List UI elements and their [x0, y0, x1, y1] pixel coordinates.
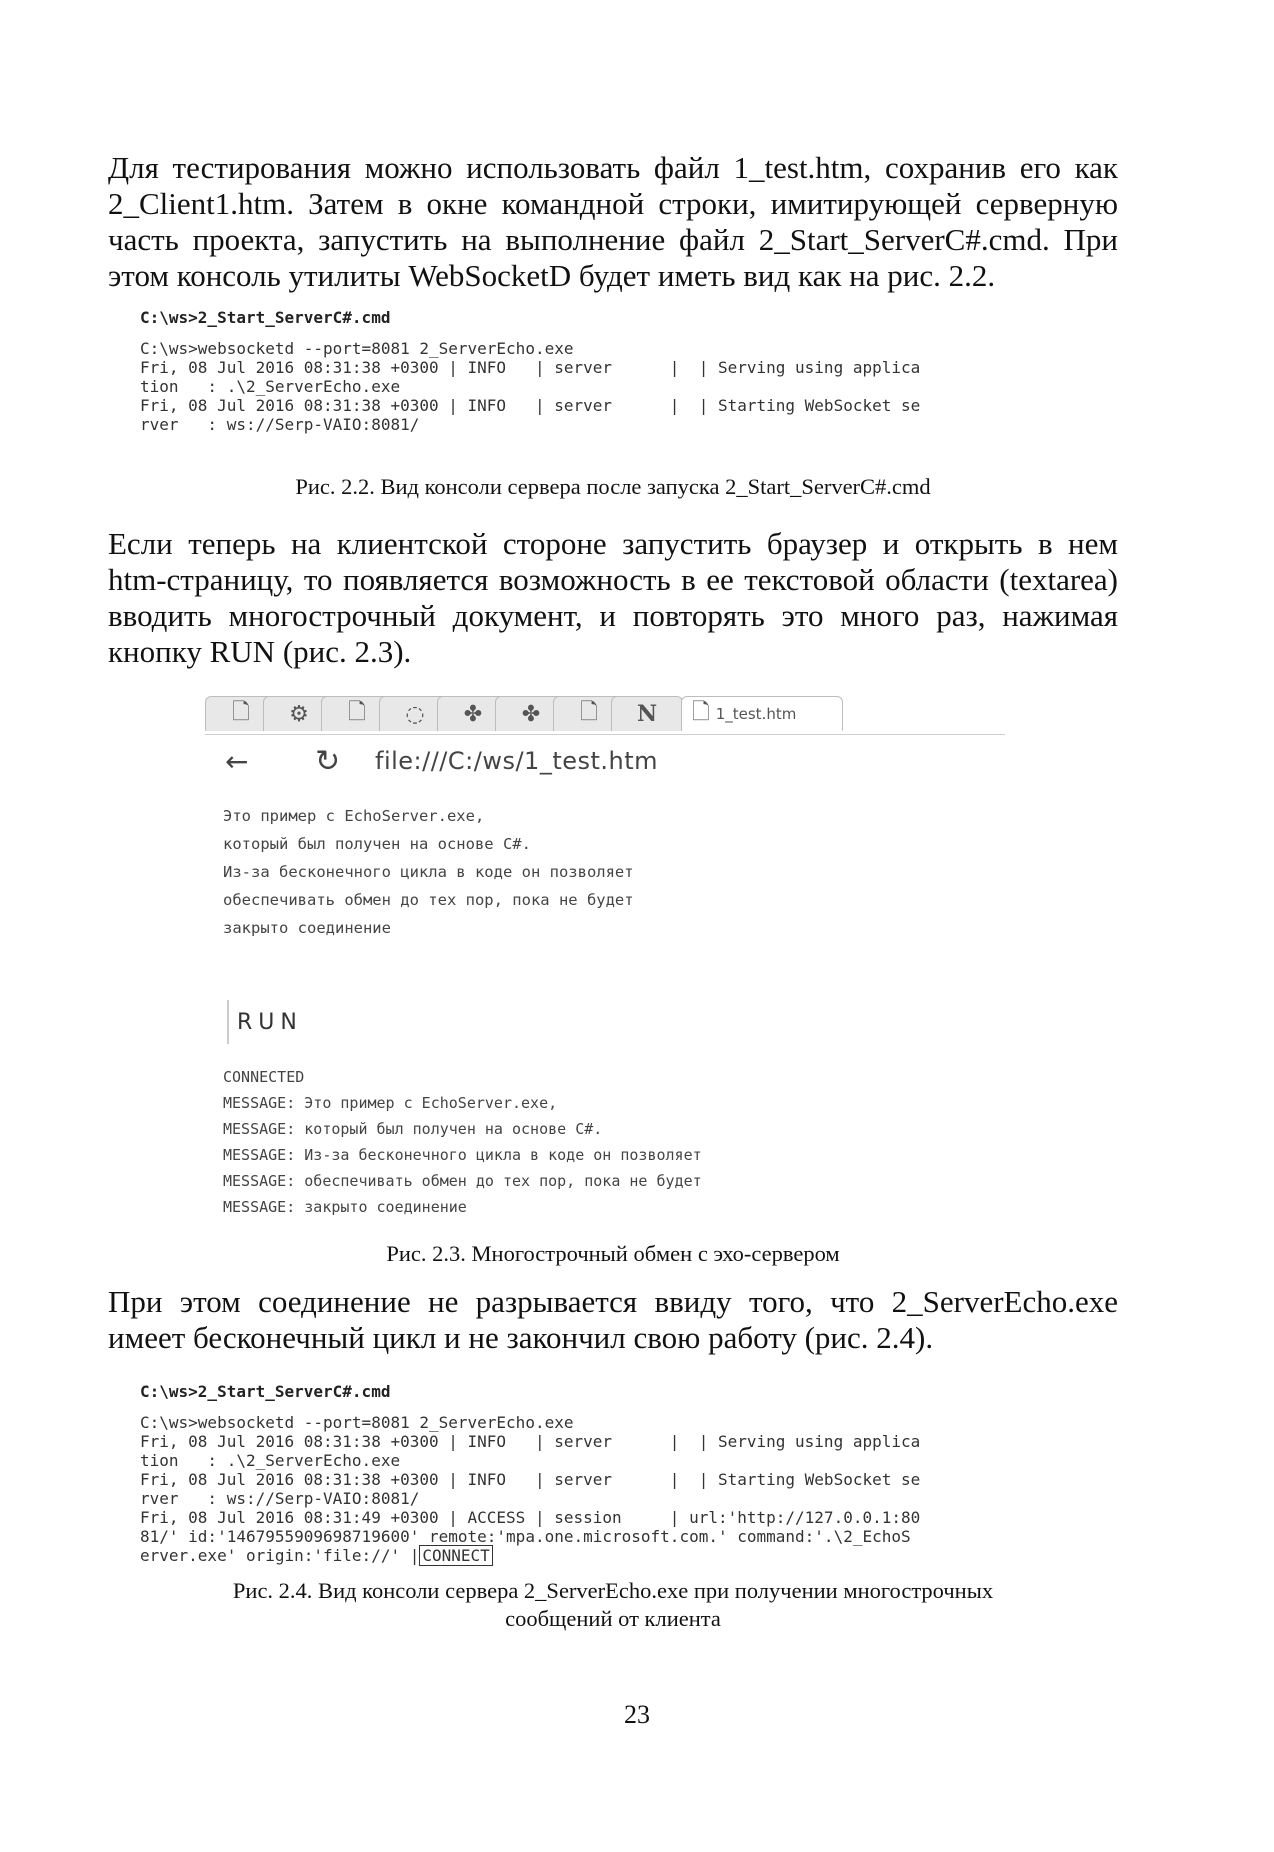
browser-screenshot — [205, 690, 1005, 1220]
console-line: rver : ws://Serp-VAIO:8081/ — [140, 1489, 420, 1508]
console-output-fig22 — [140, 308, 920, 434]
page-icon: ◌ — [405, 701, 425, 727]
output-line: MESSAGE: закрыто соединение — [223, 1198, 467, 1216]
console-line: C:\ws>websocketd --port=8081 2_ServerEcho.exe — [140, 1413, 574, 1432]
run-button[interactable]: RUN — [227, 1000, 317, 1044]
text-line: имеет бесконечный цикл и не закончил свою работу (рис. 2.4). — [108, 1320, 934, 1355]
text-line: htm-страницу, то появляется возможность в ее текстовой области (textarea) — [108, 562, 1118, 597]
console-line-prefix: erver.exe' origin:'file://' | — [140, 1546, 420, 1565]
tab-strip — [205, 690, 1005, 735]
console-line: tion : .\2_ServerEcho.exe — [140, 1451, 401, 1470]
textarea-line: закрыто соединение — [223, 919, 391, 937]
caption-line: сообщений от клиента — [505, 1606, 721, 1631]
output-line: MESSAGE: который был получен на основе C#. — [223, 1120, 603, 1138]
caption-fig22: Рис. 2.2. Вид консоли сервера после запуска 2_Start_ServerC#.cmd — [295, 474, 931, 499]
connect-status-box: CONNECT — [419, 1545, 492, 1566]
caption-line: Рис. 2.4. Вид консоли сервера 2_ServerEcho.exe при получении многострочных — [232, 1578, 994, 1603]
text-line: 2_Client1.htm. Затем в окне командной строки, имитирующей серверную — [108, 186, 1118, 221]
text-line: вводить многострочный документ, и повторять это много раз, нажимая — [108, 598, 1118, 633]
caption-fig24 — [108, 1577, 1118, 1633]
page-icon: 🗋 — [692, 700, 710, 725]
text-line: Для тестирования можно использовать файл 1_test.htm, сохранив его как — [108, 150, 1118, 185]
page-icon: 🗋 — [580, 700, 598, 725]
paragraph-2 — [108, 526, 1118, 670]
textarea-line: Это пример с EchoServer.exe, — [223, 807, 485, 825]
console-line: Fri, 08 Jul 2016 08:31:38 +0300 | INFO | server | | Serving using applica — [140, 1432, 921, 1451]
paragraph-1 — [108, 150, 1118, 294]
output-line: CONNECTED — [223, 1068, 305, 1086]
caption-fig23: Рис. 2.3. Многострочный обмен с эхо-сервером — [386, 1241, 840, 1266]
page-icon: 🗋 — [232, 700, 250, 725]
n-logo-icon: N — [636, 701, 658, 727]
address-bar[interactable]: file:///C:/ws/1_test.htm — [375, 747, 659, 775]
console-line: 81/' id:'1467955909698719600' remote:'mpa.one.microsoft.com.' command:'.\2_EchoS — [140, 1527, 911, 1546]
reload-icon[interactable]: ↻ — [315, 743, 341, 779]
textarea-line: который был получен на основе C#. — [223, 835, 531, 853]
page-icon: 🗋 — [348, 700, 366, 725]
console-line: Fri, 08 Jul 2016 08:31:38 +0300 | INFO | server | | Starting WebSocket se — [140, 1470, 921, 1489]
console-output-fig24 — [140, 1382, 920, 1565]
console-line: Fri, 08 Jul 2016 08:31:49 +0300 | ACCESS | session | url:'http://127.0.0.1:80 — [140, 1508, 921, 1527]
browser-toolbar — [205, 736, 1005, 786]
tab-title: 1_test.htm — [715, 705, 797, 723]
tab-n[interactable] — [611, 696, 683, 731]
console-line — [140, 1546, 920, 1565]
page-number: 23 — [624, 1700, 650, 1729]
message-textarea[interactable] — [223, 802, 983, 952]
text-line: этом консоль утилиты WebSocketD будет иметь вид как на рис. 2.2. — [108, 258, 996, 293]
text-line: кнопку RUN (рис. 2.3). — [108, 634, 412, 669]
output-line: MESSAGE: обеспечивать обмен до тех пор, пока не будет — [223, 1172, 702, 1190]
text-line: При этом соединение не разрывается ввиду того, что 2_ServerEcho.exe — [108, 1284, 1118, 1319]
back-arrow-icon[interactable]: ← — [225, 744, 249, 778]
output-log — [223, 1064, 983, 1220]
text-line: часть проекта, запустить на выполнение файл 2_Start_ServerC#.cmd. При — [108, 222, 1118, 257]
gear-icon: ⚙ — [289, 701, 309, 727]
textarea-line: Из-за бесконечного цикла в коде он позволяет — [223, 863, 634, 881]
app-icon: ✤ — [463, 701, 483, 727]
textarea-line: обеспечивать обмен до тех пор, пока не будет — [223, 891, 634, 909]
paragraph-3 — [108, 1284, 1118, 1356]
output-line: MESSAGE: Это пример с EchoServer.exe, — [223, 1094, 558, 1112]
console-command: C:\ws>2_Start_ServerC#.cmd — [140, 1382, 391, 1401]
console-line: Fri, 08 Jul 2016 08:31:38 +0300 | INFO | server | | Starting WebSocket se — [140, 396, 921, 415]
console-command: C:\ws>2_Start_ServerC#.cmd — [140, 308, 391, 327]
text-line: Если теперь на клиентской стороне запустить браузер и открыть в нем — [108, 526, 1118, 561]
console-line: rver : ws://Serp-VAIO:8081/ — [140, 415, 420, 434]
console-line: tion : .\2_ServerEcho.exe — [140, 377, 401, 396]
output-line: MESSAGE: Из-за бесконечного цикла в коде он позволяет — [223, 1146, 702, 1164]
console-line: C:\ws>websocketd --port=8081 2_ServerEcho.exe — [140, 339, 574, 358]
tab-active[interactable] — [681, 696, 843, 731]
console-line: Fri, 08 Jul 2016 08:31:38 +0300 | INFO | server | | Serving using applica — [140, 358, 921, 377]
app-icon: ✤ — [521, 701, 541, 727]
